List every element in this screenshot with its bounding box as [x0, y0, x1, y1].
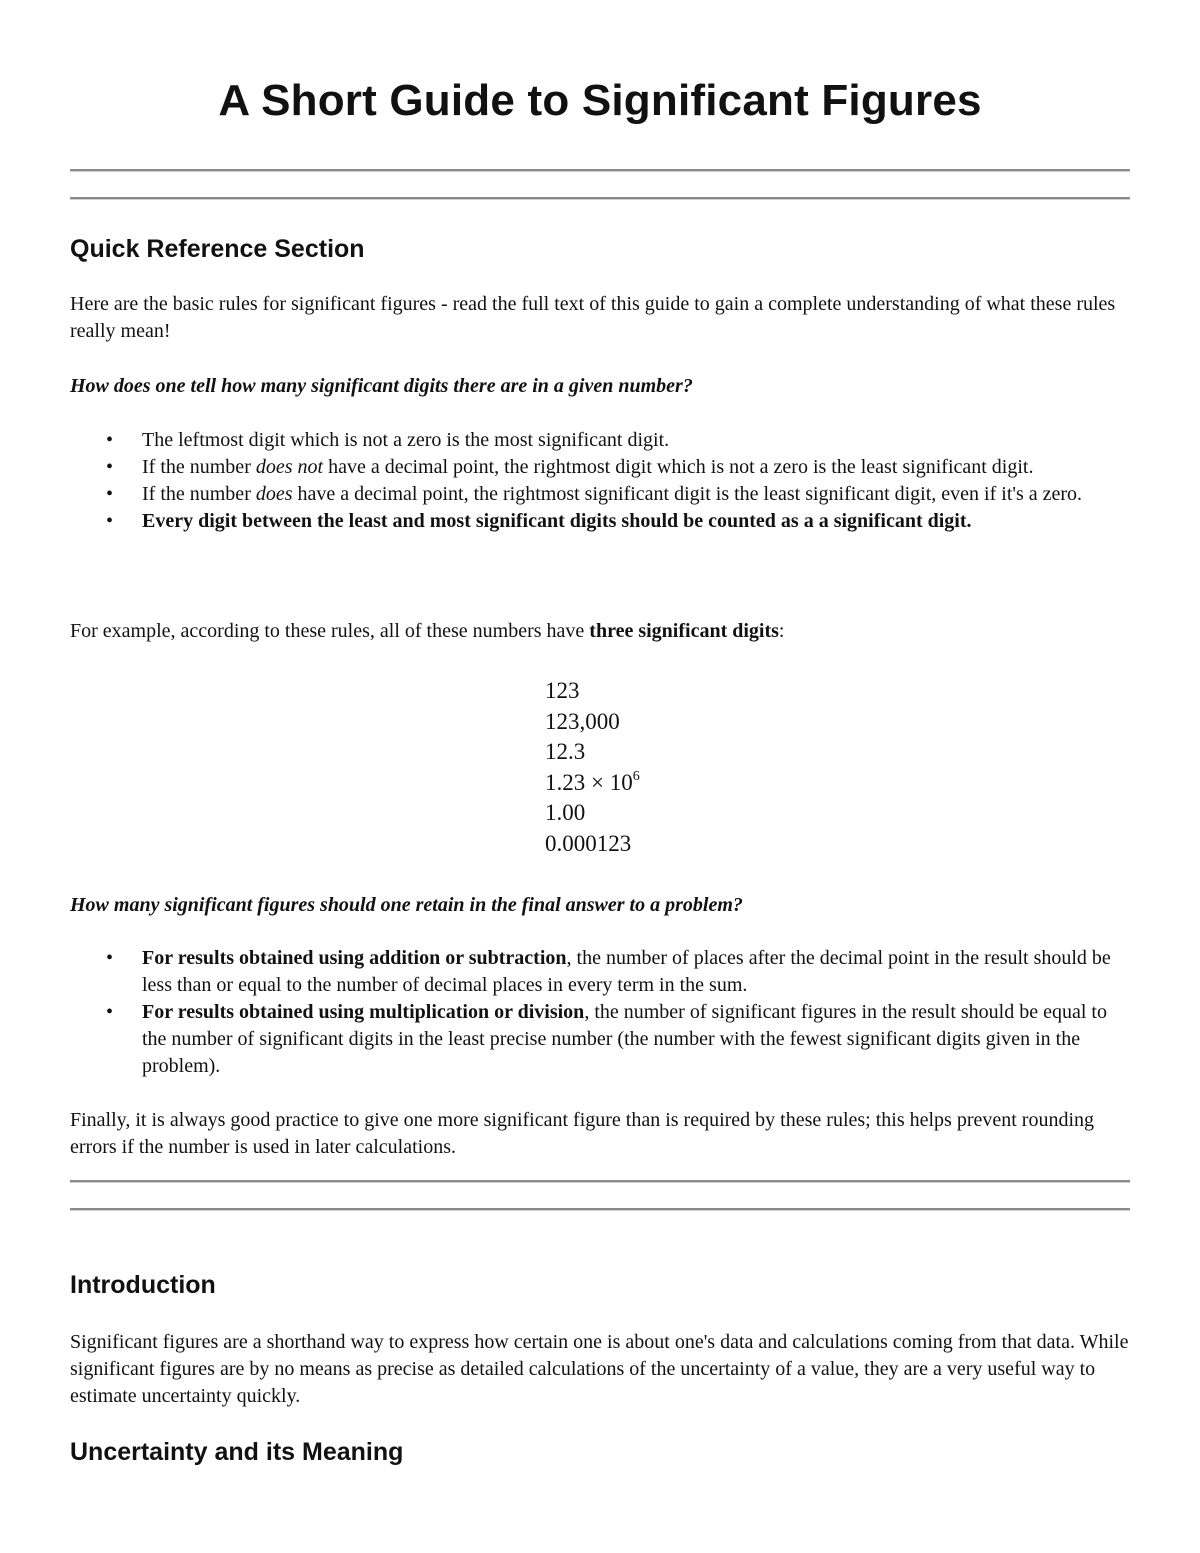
answer-text: , the number of places after the decimal point in the result should be less than or equal to the number of decimal places in every term in the sum. — [142, 947, 1111, 996]
rule-text: Every digit between the least and most significant digits should be counted as a a significant digit. — [142, 510, 972, 532]
list-item — [70, 999, 1130, 1080]
section-heading-quick-reference: Quick Reference Section — [70, 235, 365, 263]
horizontal-divider — [70, 197, 1130, 200]
rule-text: If the number — [142, 483, 256, 505]
list-item — [70, 945, 1130, 999]
list-item — [70, 508, 1130, 535]
example-intro-text: For example, according to these rules, all of these numbers have — [70, 620, 590, 642]
example-number: 123 — [545, 678, 580, 703]
example-intro-text: : — [778, 620, 785, 642]
answers-list — [70, 945, 1130, 1080]
list-item — [70, 454, 1130, 481]
answer-text: , the number of significant figures in the result should be equal to the number of significant digits in the least precise number (the number with the fewest significant digits given in the problem). — [142, 1001, 1107, 1077]
section-heading-introduction: Introduction — [70, 1271, 216, 1299]
example-number — [545, 768, 640, 799]
closing-paragraph: Finally, it is always good practice to give one more significant figure than is required by these rules; this helps prevent rounding errors if the number is used in later calculations. — [70, 1109, 1095, 1158]
example-intro — [70, 618, 1130, 645]
section-heading-uncertainty: Uncertainty and its Meaning — [70, 1438, 404, 1466]
horizontal-divider — [70, 1208, 1130, 1211]
rule-emphasis: does — [255, 483, 293, 505]
rule-text: The leftmost digit which is not a zero is the most significant digit. — [142, 429, 670, 451]
introduction-body: Significant figures are a shorthand way to express how certain one is about one's data and calculations coming from that data. While significant figures are by no means as precise as detailed calculations of the uncertainty of a value, they are a very useful way to estimate uncertainty quickly. — [70, 1331, 1129, 1407]
rule-emphasis: does not — [255, 456, 324, 478]
question-final-answer: How many significant figures should one retain in the final answer to a problem? — [70, 894, 743, 916]
rule-text: If the number — [142, 456, 256, 478]
horizontal-divider — [70, 169, 1130, 172]
horizontal-divider — [70, 1180, 1130, 1183]
example-number: 1.00 — [545, 800, 586, 825]
rule-text: have a decimal point, the rightmost significant digit is the least significant digit, even if it's a zero. — [292, 483, 1083, 505]
list-item — [70, 481, 1130, 508]
answer-bold: For results obtained using multiplication or division — [142, 1001, 585, 1023]
answer-bold: For results obtained using addition or subtraction — [142, 947, 567, 969]
rules-list — [70, 427, 1130, 535]
example-intro-bold: three significant digits — [589, 620, 779, 642]
example-numbers-list — [545, 676, 640, 859]
list-item — [70, 427, 1130, 454]
question-sig-digits: How does one tell how many significant digits there are in a given number? — [70, 375, 693, 397]
rule-text: have a decimal point, the rightmost digit which is not a zero is the least significant digit. — [323, 456, 1034, 478]
example-number-base: 1.23 × 10 — [545, 769, 633, 795]
example-number: 0.000123 — [545, 830, 632, 856]
example-number: 123,000 — [545, 708, 620, 734]
example-number-exponent: 6 — [632, 768, 640, 784]
example-number: 12.3 — [545, 739, 586, 764]
quick-reference-intro: Here are the basic rules for significant figures - read the full text of this guide to gain a complete understanding of what these rules really mean! — [70, 293, 1116, 342]
document-title: A Short Guide to Significant Figures — [218, 76, 982, 125]
